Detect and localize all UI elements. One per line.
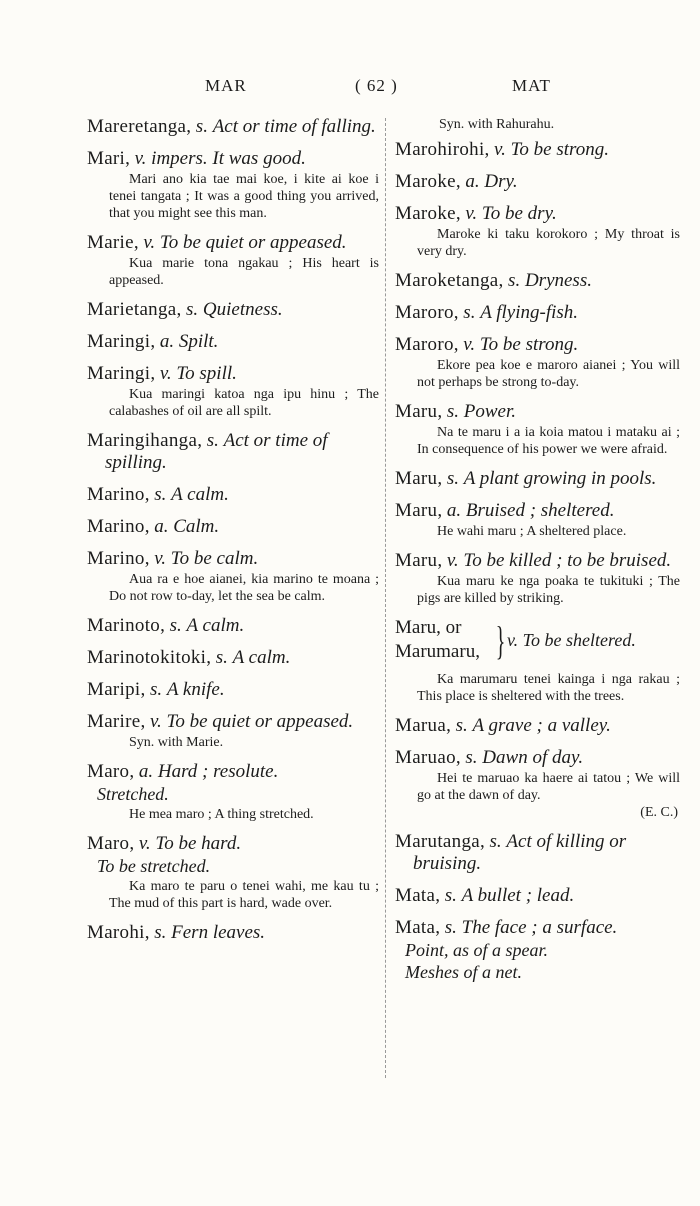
definition: To be killed ; to be bruised. [463,550,672,571]
part-of-speech: v. [446,550,459,571]
definition: A calm. [232,647,291,668]
entry-headline: Mareretanga, s. Act or time of falling. [87,116,376,137]
entry-headline: Marutanga, s. Act of killing or bruising. [395,831,627,874]
additional-sense: To be stretched. [97,856,211,876]
part-of-speech: s. [446,401,460,422]
dictionary-entry [87,679,379,701]
headword: Marietanga [87,299,177,320]
headword: Marino [87,548,145,569]
definition: v. To be sheltered. [507,630,636,650]
headword: Maru [395,550,438,571]
additional-sense: Meshes of a net. [405,962,522,982]
entry-headline: Maruao, s. Dawn of day. [395,747,584,768]
entry-headline: Marinoto, s. A calm. [87,615,245,636]
dictionary-entry [87,833,379,912]
entry-headline: Maringi, a. Spilt. [87,331,219,352]
dictionary-entry [87,484,379,506]
definition: Fern leaves. [171,922,266,943]
entry-headline: Maroro, s. A flying-fish. [395,302,579,323]
part-of-speech: s. [154,922,167,943]
headword: Maringi [87,363,151,384]
part-of-speech: s. [455,715,468,736]
headword: Maroro [395,302,454,323]
part-of-speech: v. [154,548,167,569]
definition: Power. [463,401,517,422]
entry-headline: Maro, v. To be hard. [87,833,242,854]
entry-headline: Marinotokitoki, s. A calm. [87,647,291,668]
headword: Marinotokitoki [87,647,207,668]
entry-headline: Maringihanga, s. Act or time of spilling. [87,430,328,473]
entry-headline: Maroke, a. Dry. [395,171,518,192]
header-left-guide-word: MAR [205,76,247,95]
dictionary-entry [395,747,680,821]
dictionary-entry [87,516,379,538]
part-of-speech: s. [154,484,167,505]
definition: Bruised ; sheltered. [465,500,615,521]
part-of-speech: s. [206,430,219,451]
dictionary-entry [395,831,680,875]
headword: Maroke [395,171,456,192]
definition: To be dry. [481,203,557,224]
headword: Marino [87,484,145,505]
part-of-speech: s. [508,270,521,291]
headword: Maru, or [395,617,462,638]
headword: Marohirohi [395,139,485,160]
part-of-speech: s. [489,831,502,852]
definition: To be calm. [170,548,259,569]
definition: To be strong. [510,139,609,160]
dictionary-entry [395,139,680,161]
example: He mea maro ; A thing stretched. [129,807,314,822]
headword: Marinoto [87,615,161,636]
definition: Hard ; resolute. [157,761,279,782]
definition: Act of killing or bruising. [413,831,627,874]
dictionary-entry [395,885,680,907]
definition: To be quiet or appeased. [166,711,354,732]
dictionary-entry [395,302,680,324]
headword: Maro [87,833,130,854]
dictionary-entry [87,116,379,138]
dictionary-entry [87,331,379,353]
headword: Marino [87,516,145,537]
part-of-speech: v. impers. [134,148,208,169]
additional-sense: Point, as of a spear. [405,940,549,960]
part-of-speech: v. [143,232,156,253]
example: Aua ra e hoe aianei, kia marino te moana ; Do not row to-day, let the sea be calm. [109,572,379,604]
part-of-speech: v. [138,833,151,854]
dictionary-entry [87,299,379,321]
entry-headline: Marietanga, s. Quietness. [87,299,283,320]
example: Ka maro te paru o tenei wahi, me kau tu ; The mud of this part is hard, wade over. [109,879,379,911]
definition: Calm. [173,516,220,537]
header-right-guide-word: MAT [512,76,551,95]
entry-headline: Maro, a. Hard ; resolute. [87,761,279,782]
entry-headline: Marohirohi, v. To be strong. [395,139,609,160]
example: Kua maringi katoa nga ipu hinu ; The calabashes of oil are all spilt. [109,387,379,419]
definition: A grave ; a valley. [472,715,611,736]
headword: Maroke [395,203,456,224]
dictionary-entry [87,615,379,637]
part-of-speech: v. [159,363,172,384]
dictionary-entry [87,711,379,751]
dictionary-entry [395,334,680,391]
entry-headline: Marua, s. A grave ; a valley. [395,715,611,736]
part-of-speech: v. [494,139,506,160]
dictionary-entry [87,922,379,944]
part-of-speech: s. [186,299,199,320]
dictionary-entry [395,715,680,737]
example: He wahi maru ; A sheltered place. [437,524,627,539]
definition: Spilt. [178,331,219,352]
headword: Marire [87,711,141,732]
dictionary-entry [395,468,680,490]
headword: Maringihanga [87,430,198,451]
definition: Quietness. [202,299,283,320]
part-of-speech: a. [159,331,175,352]
entry-headline: Marino, s. A calm. [87,484,229,505]
part-of-speech: a. [154,516,169,537]
example: Kua maru ke nga poaka te tukituki ; The pigs are killed by striking. [417,574,680,606]
example: Hei te maruao ka haere ai tatou ; We will go at the dawn of day. [417,771,680,803]
part-of-speech: s. [150,679,163,700]
entry-headline: Maru, v. To be killed ; to be bruised. [395,550,672,571]
headword: Marumaru, [395,641,480,662]
definition: A calm. [171,484,229,505]
part-of-speech: s. [169,615,182,636]
definition: Act or time of spilling. [105,430,328,473]
part-of-speech: a. [138,761,154,782]
part-of-speech: v. [150,711,162,732]
headword: Maru [395,468,438,489]
dictionary-entry [395,171,680,193]
dictionary-entry [395,203,680,260]
entry-headline: Maru, s. A plant growing in pools. [395,468,657,489]
source-note: (E. C.) [640,805,678,820]
part-of-speech: s. [215,647,228,668]
headword: Maru [395,500,438,521]
dictionary-entry [87,363,379,420]
entry-headline: Maripi, s. A knife. [87,679,225,700]
headword: Marohi [87,922,145,943]
part-of-speech: s. [446,468,460,489]
definition: To be strong. [479,334,579,355]
headword: Mata [395,917,436,938]
entry-headline: Maru, a. Bruised ; sheltered. [395,500,615,521]
right-column [395,116,680,993]
example: Na te maru i a ia koia matou i mataku ai ; In consequence of his power we were afraid. [417,425,680,457]
entry-headline: Marohi, s. Fern leaves. [87,922,266,943]
part-of-speech: s. [195,116,208,137]
part-of-speech: v. [465,203,478,224]
entry-headline: Mari, v. impers. It was good. [87,148,306,169]
dictionary-entry [87,761,379,823]
entry-headline: Marire, v. To be quiet or appeased. [87,711,354,732]
entry-headline: Maringi, v. To spill. [87,363,237,384]
entry-headline: Maroro, v. To be strong. [395,334,579,355]
continuation-synonym: Syn. with Rahurahu. [439,117,555,132]
definition: The face ; a surface. [461,917,618,938]
entry-headline: Marie, v. To be quiet or appeased. [87,232,347,253]
definition: To spill. [176,363,237,384]
definition: A bullet ; lead. [461,885,575,906]
definition: Dryness. [524,270,592,291]
column-divider [385,118,386,1078]
headword: Mata [395,885,436,906]
definition: To be quiet or appeased. [159,232,347,253]
entry-headline: Marino, a. Calm. [87,516,220,537]
example: Mari ano kia tae mai koe, i kite ai koe i tenei tangata ; It was a good thing you arrived, that you might see this man. [109,172,379,221]
definition: A flying-fish. [480,302,579,323]
page-number: ( 62 ) [355,76,398,95]
headword: Maru [395,401,438,422]
definition: A calm. [186,615,245,636]
page-header [0,76,700,102]
part-of-speech: a. [465,171,480,192]
headword: Maroketanga [395,270,499,291]
left-column [87,116,379,954]
dictionary-entry [395,500,680,540]
entry-headline: Maru, s. Power. [395,401,517,422]
dictionary-entry [87,430,379,474]
dictionary-entry [395,270,680,292]
part-of-speech: s. [465,747,478,768]
entry-headline: Mata, s. A bullet ; lead. [395,885,575,906]
dictionary-entry [87,232,379,289]
headword: Marutanga [395,831,480,852]
entry-headline: Maroke, v. To be dry. [395,203,557,224]
headword: Maruao [395,747,456,768]
example: Maroke ki taku korokoro ; My throat is very dry. [417,227,680,259]
part-of-speech: v. [463,334,476,355]
headword: Marie [87,232,134,253]
headword: Maripi [87,679,141,700]
definition: Dry. [484,171,518,192]
example: Ekore pea koe e maroro aianei ; You will not perhaps be strong to-day. [417,358,680,390]
dictionary-entry [87,647,379,669]
right-entries-b [395,715,680,983]
example: Syn. with Marie. [129,735,224,750]
part-of-speech: s. [444,917,457,938]
headword: Maro [87,761,130,782]
right-entries-a [395,139,680,607]
part-of-speech: a. [446,500,462,521]
entry-headline: Maroketanga, s. Dryness. [395,270,592,291]
dictionary-entry [87,148,379,222]
entry-headline: Mata, s. The face ; a surface. [395,917,618,938]
part-of-speech: s. [444,885,457,906]
dictionary-entry [395,550,680,607]
definition: A knife. [166,679,225,700]
headword: Maroro [395,334,454,355]
brace-entry [395,617,680,705]
dictionary-entry [87,548,379,605]
part-of-speech: s. [463,302,476,323]
headword: Mareretanga [87,116,187,137]
dictionary-entry [395,401,680,458]
additional-sense: Stretched. [97,784,169,804]
definition: It was good. [212,148,306,169]
headword: Marua [395,715,447,736]
definition: Act or time of falling. [212,116,376,137]
headword: Mari [87,148,126,169]
example: Ka marumaru tenei kainga i nga rakau ; This place is sheltered with the trees. [417,672,680,704]
definition: A plant growing in pools. [463,468,657,489]
dictionary-entry [395,917,680,983]
entry-headline: Marino, v. To be calm. [87,548,259,569]
definition: To be hard. [155,833,242,854]
definition: Dawn of day. [482,747,584,768]
brace-glyph: } [495,618,506,663]
example: Kua marie tona ngakau ; His heart is appeased. [109,256,379,288]
headword: Maringi [87,331,151,352]
